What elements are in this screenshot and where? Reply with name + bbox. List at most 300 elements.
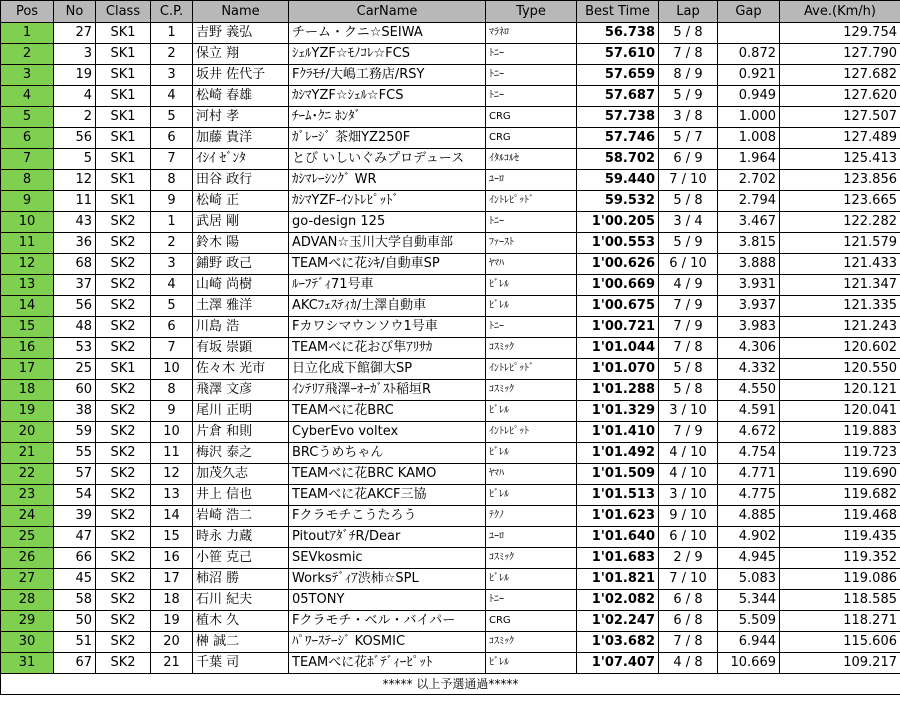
cell-lap: 5 / 8 [659,191,718,212]
cell-ave: 121.579 [780,233,900,254]
cell-lap: 7 / 8 [659,632,718,653]
cell-pos: 15 [1,317,54,338]
header-cp: C.P. [151,1,193,23]
cell-class: SK1 [96,149,151,170]
cell-no: 55 [54,443,96,464]
cell-name: 川島 浩 [193,317,289,338]
cell-cp: 20 [151,632,193,653]
cell-lap: 2 / 9 [659,548,718,569]
cell-class: SK1 [96,23,151,44]
cell-ave: 118.585 [780,590,900,611]
cell-class: SK2 [96,317,151,338]
cell-cp: 6 [151,128,193,149]
cell-name: 鋪野 政己 [193,254,289,275]
cell-gap: 4.591 [718,401,780,422]
cell-carname: TEAMべに花ﾎﾞﾃﾞｨｰﾋﾟｯﾄ [289,653,486,674]
cell-cp: 10 [151,359,193,380]
cell-pos: 1 [1,23,54,44]
cell-lap: 3 / 8 [659,107,718,128]
cell-name: 梅沢 泰之 [193,443,289,464]
cell-carname: go-design 125 [289,212,486,233]
cell-name: 松崎 正 [193,191,289,212]
cell-pos: 3 [1,65,54,86]
cell-lap: 7 / 10 [659,569,718,590]
footer-row [1,674,900,695]
cell-ave: 121.335 [780,296,900,317]
cell-lap: 7 / 9 [659,296,718,317]
header-gap: Gap [718,1,780,23]
cell-no: 57 [54,464,96,485]
cell-carname: SEVkosmic [289,548,486,569]
cell-type: ｲﾝﾄﾚﾋﾟｯﾄ [486,422,577,443]
cell-best-time: 56.738 [577,23,659,44]
cell-cp: 4 [151,86,193,107]
results-body [1,23,900,674]
cell-ave: 119.468 [780,506,900,527]
cell-ave: 120.041 [780,401,900,422]
cell-lap: 4 / 10 [659,464,718,485]
cell-carname: AKCﾌｪｽﾃｨｶ/土澤自動車 [289,296,486,317]
cell-pos: 12 [1,254,54,275]
cell-name: 吉野 義弘 [193,23,289,44]
cell-cp: 2 [151,233,193,254]
cell-best-time: 1'00.205 [577,212,659,233]
cell-pos: 5 [1,107,54,128]
table-row [1,548,900,569]
cell-best-time: 1'01.410 [577,422,659,443]
cell-carname: Fカワシマウンソウ1号車 [289,317,486,338]
cell-gap: 1.000 [718,107,780,128]
cell-gap: 1.964 [718,149,780,170]
cell-name: 松崎 春雄 [193,86,289,107]
cell-gap: 4.754 [718,443,780,464]
cell-ave: 127.682 [780,65,900,86]
cell-name: 千葉 司 [193,653,289,674]
cell-ave: 122.282 [780,212,900,233]
cell-best-time: 1'00.669 [577,275,659,296]
cell-type: ｲﾀﾙｺﾙｾ [486,149,577,170]
cell-best-time: 57.746 [577,128,659,149]
cell-carname: ｼｪﾙYZF☆ﾓﾉｺﾚ☆FCS [289,44,486,65]
cell-cp: 17 [151,569,193,590]
cell-gap: 4.672 [718,422,780,443]
cell-best-time: 1'01.683 [577,548,659,569]
cell-class: SK2 [96,506,151,527]
cell-ave: 129.754 [780,23,900,44]
cell-no: 43 [54,212,96,233]
table-row [1,275,900,296]
cell-name: 植木 久 [193,611,289,632]
cell-lap: 7 / 8 [659,44,718,65]
cell-ave: 121.433 [780,254,900,275]
cell-best-time: 1'01.513 [577,485,659,506]
cell-gap [718,23,780,44]
cell-class: SK1 [96,170,151,191]
table-row [1,485,900,506]
cell-carname: Fクラモチこうたろう [289,506,486,527]
cell-pos: 24 [1,506,54,527]
cell-class: SK2 [96,611,151,632]
cell-pos: 9 [1,191,54,212]
cell-lap: 5 / 7 [659,128,718,149]
header-row [1,1,900,23]
cell-lap: 6 / 9 [659,149,718,170]
cell-best-time: 1'02.082 [577,590,659,611]
cell-gap: 4.775 [718,485,780,506]
cell-ave: 127.489 [780,128,900,149]
table-row [1,422,900,443]
cell-ave: 109.217 [780,653,900,674]
cell-lap: 7 / 8 [659,338,718,359]
header-ave: Ave.(Km/h) [780,1,900,23]
table-row [1,254,900,275]
cell-type: ﾄﾆｰ [486,44,577,65]
cell-pos: 28 [1,590,54,611]
table-row [1,464,900,485]
cell-ave: 125.413 [780,149,900,170]
cell-type: ﾕｰﾛ [486,527,577,548]
cell-ave: 119.723 [780,443,900,464]
cell-best-time: 1'01.044 [577,338,659,359]
table-row [1,443,900,464]
cell-pos: 25 [1,527,54,548]
cell-no: 2 [54,107,96,128]
cell-name: 片倉 和則 [193,422,289,443]
cell-carname: ｶｼﾏﾚｰｼﾝｸﾞ WR [289,170,486,191]
cell-class: SK2 [96,590,151,611]
cell-cp: 3 [151,254,193,275]
cell-name: 河村 孝 [193,107,289,128]
cell-ave: 119.435 [780,527,900,548]
cell-type: CRG [486,611,577,632]
cell-cp: 21 [151,653,193,674]
cell-type: ﾔﾏﾊ [486,254,577,275]
cell-lap: 4 / 8 [659,653,718,674]
cell-pos: 30 [1,632,54,653]
table-row [1,296,900,317]
cell-type: CRG [486,107,577,128]
cell-type: ｲﾝﾄﾚﾋﾟｯﾄﾞ [486,359,577,380]
cell-cp: 1 [151,23,193,44]
cell-gap: 1.008 [718,128,780,149]
cell-gap: 4.902 [718,527,780,548]
cell-gap: 3.888 [718,254,780,275]
cell-gap: 2.702 [718,170,780,191]
cell-ave: 121.243 [780,317,900,338]
cell-name: 有坂 崇顕 [193,338,289,359]
cell-name: 時永 力蔵 [193,527,289,548]
cell-class: SK1 [96,44,151,65]
cell-lap: 5 / 8 [659,23,718,44]
cell-class: SK2 [96,212,151,233]
table-row [1,380,900,401]
cell-best-time: 1'01.492 [577,443,659,464]
cell-carname: 05TONY [289,590,486,611]
cell-pos: 10 [1,212,54,233]
cell-lap: 6 / 8 [659,611,718,632]
cell-name: 岩崎 浩二 [193,506,289,527]
cell-lap: 7 / 9 [659,422,718,443]
cell-cp: 9 [151,191,193,212]
cell-class: SK1 [96,86,151,107]
cell-name: 鈴木 陽 [193,233,289,254]
cell-name: 加茂久志 [193,464,289,485]
cell-cp: 15 [151,527,193,548]
cell-name: 坂井 佐代子 [193,65,289,86]
cell-ave: 115.606 [780,632,900,653]
cell-carname: Worksﾃﾞｨｱ渋柿☆SPL [289,569,486,590]
cell-pos: 11 [1,233,54,254]
cell-cp: 8 [151,170,193,191]
cell-class: SK1 [96,191,151,212]
cell-class: SK2 [96,275,151,296]
cell-pos: 17 [1,359,54,380]
cell-pos: 23 [1,485,54,506]
cell-type: ﾔﾏﾊ [486,464,577,485]
cell-type: ﾋﾞﾚﾙ [486,401,577,422]
cell-lap: 4 / 9 [659,275,718,296]
cell-carname: PitoutｱﾀﾞﾁR/Dear [289,527,486,548]
cell-name: 武居 剛 [193,212,289,233]
cell-carname: TEAMべに花AKCF三協 [289,485,486,506]
cell-cp: 5 [151,296,193,317]
header-type: Type [486,1,577,23]
header-name: Name [193,1,289,23]
cell-carname: ﾊﾟﾜｰｽﾃｰｼﾞ KOSMIC [289,632,486,653]
cell-pos: 7 [1,149,54,170]
cell-carname: CyberEvo voltex [289,422,486,443]
cell-best-time: 1'00.675 [577,296,659,317]
cell-carname: チーム・クニ☆SEIWA [289,23,486,44]
cell-best-time: 57.610 [577,44,659,65]
cell-lap: 9 / 10 [659,506,718,527]
cell-no: 45 [54,569,96,590]
cell-best-time: 59.532 [577,191,659,212]
cell-name: 土澤 雅洋 [193,296,289,317]
cell-no: 37 [54,275,96,296]
cell-class: SK2 [96,527,151,548]
cell-lap: 5 / 8 [659,380,718,401]
cell-type: ｺｽﾐｯｸ [486,338,577,359]
cell-pos: 21 [1,443,54,464]
cell-gap: 5.344 [718,590,780,611]
cell-class: SK2 [96,569,151,590]
cell-class: SK2 [96,464,151,485]
cell-best-time: 1'01.070 [577,359,659,380]
cell-ave: 119.352 [780,548,900,569]
cell-class: SK1 [96,128,151,149]
cell-best-time: 1'01.623 [577,506,659,527]
table-row [1,569,900,590]
cell-best-time: 57.687 [577,86,659,107]
cell-no: 48 [54,317,96,338]
cell-best-time: 1'01.821 [577,569,659,590]
cell-best-time: 58.702 [577,149,659,170]
header-pos: Pos [1,1,54,23]
cell-best-time: 1'00.626 [577,254,659,275]
cell-class: SK2 [96,653,151,674]
table-row [1,107,900,128]
cell-name: 保立 翔 [193,44,289,65]
cell-class: SK2 [96,422,151,443]
cell-no: 54 [54,485,96,506]
table-row [1,590,900,611]
cell-no: 56 [54,128,96,149]
cell-ave: 121.347 [780,275,900,296]
header-lap: Lap [659,1,718,23]
cell-carname: 日立化成下館御大SP [289,359,486,380]
cell-cp: 12 [151,464,193,485]
table-row [1,317,900,338]
cell-gap: 3.467 [718,212,780,233]
cell-gap: 0.921 [718,65,780,86]
cell-ave: 120.550 [780,359,900,380]
table-row [1,128,900,149]
cell-best-time: 1'01.329 [577,401,659,422]
cell-best-time: 1'00.721 [577,317,659,338]
cell-type: ﾃｸﾉ [486,506,577,527]
cell-pos: 19 [1,401,54,422]
cell-gap: 3.983 [718,317,780,338]
cell-best-time: 57.659 [577,65,659,86]
cell-no: 19 [54,65,96,86]
cell-gap: 0.949 [718,86,780,107]
cell-type: ｺｽﾐｯｸ [486,380,577,401]
cell-lap: 6 / 10 [659,254,718,275]
cell-carname: ｶｼﾏYZF-ｲﾝﾄﾚﾋﾟｯﾄﾞ [289,191,486,212]
cell-type: ﾌｧｰｽﾄ [486,233,577,254]
cell-best-time: 1'03.682 [577,632,659,653]
cell-pos: 29 [1,611,54,632]
cell-ave: 118.271 [780,611,900,632]
cell-carname: BRCうめちゃん [289,443,486,464]
cell-cp: 14 [151,506,193,527]
cell-pos: 27 [1,569,54,590]
cell-carname: とび いしいぐみプロデュース [289,149,486,170]
cell-ave: 119.883 [780,422,900,443]
cell-ave: 123.665 [780,191,900,212]
cell-cp: 6 [151,317,193,338]
cell-ave: 120.121 [780,380,900,401]
cell-lap: 7 / 9 [659,317,718,338]
cell-best-time: 1'01.509 [577,464,659,485]
cell-cp: 11 [151,443,193,464]
cell-pos: 31 [1,653,54,674]
table-row [1,401,900,422]
cell-name: 石川 紀夫 [193,590,289,611]
table-row [1,233,900,254]
cell-pos: 16 [1,338,54,359]
cell-class: SK2 [96,254,151,275]
header-carname: CarName [289,1,486,23]
cell-pos: 8 [1,170,54,191]
cell-class: SK2 [96,632,151,653]
table-row [1,632,900,653]
cell-carname: TEAMべに花ｼｷ/自動車SP [289,254,486,275]
cell-pos: 6 [1,128,54,149]
cell-class: SK2 [96,401,151,422]
table-row [1,86,900,107]
cell-gap: 4.550 [718,380,780,401]
table-row [1,506,900,527]
cell-name: 井上 信也 [193,485,289,506]
cell-gap: 2.794 [718,191,780,212]
cell-cp: 7 [151,149,193,170]
cell-pos: 18 [1,380,54,401]
cell-best-time: 1'07.407 [577,653,659,674]
cell-type: ﾏﾗﾈﾛ [486,23,577,44]
cell-class: SK1 [96,107,151,128]
table-row [1,338,900,359]
cell-pos: 22 [1,464,54,485]
cell-ave: 119.690 [780,464,900,485]
cell-pos: 2 [1,44,54,65]
cell-no: 66 [54,548,96,569]
cell-pos: 13 [1,275,54,296]
cell-lap: 5 / 9 [659,233,718,254]
cell-best-time: 1'00.553 [577,233,659,254]
cell-name: 柿沼 勝 [193,569,289,590]
cell-gap: 4.306 [718,338,780,359]
cell-type: ﾄﾆｰ [486,212,577,233]
cell-no: 3 [54,44,96,65]
cell-no: 11 [54,191,96,212]
cell-type: ｺｽﾐｯｸ [486,632,577,653]
table-row [1,212,900,233]
cell-cp: 1 [151,212,193,233]
cell-carname: ﾙｰﾌﾃﾞｨ71号車 [289,275,486,296]
cell-best-time: 1'01.288 [577,380,659,401]
cell-pos: 14 [1,296,54,317]
cell-cp: 2 [151,44,193,65]
table-row [1,191,900,212]
cell-gap: 3.937 [718,296,780,317]
cell-no: 5 [54,149,96,170]
cell-cp: 10 [151,422,193,443]
cell-no: 47 [54,527,96,548]
cell-type: ﾋﾞﾚﾙ [486,443,577,464]
cell-no: 25 [54,359,96,380]
cell-no: 38 [54,401,96,422]
cell-type: ﾋﾞﾚﾙ [486,275,577,296]
cell-no: 60 [54,380,96,401]
cell-gap: 5.509 [718,611,780,632]
table-row [1,23,900,44]
qualifying-note: ***** 以上予選通過***** [1,674,900,695]
cell-ave: 127.790 [780,44,900,65]
cell-carname: ｲﾝﾃﾘｱ飛澤ｰｵｰｶﾞｽﾄ稲垣R [289,380,486,401]
cell-cp: 18 [151,590,193,611]
cell-gap: 5.083 [718,569,780,590]
cell-type: ﾄﾆｰ [486,590,577,611]
table-row [1,44,900,65]
cell-no: 50 [54,611,96,632]
cell-lap: 6 / 8 [659,590,718,611]
cell-lap: 7 / 10 [659,170,718,191]
cell-no: 12 [54,170,96,191]
cell-cp: 5 [151,107,193,128]
cell-name: 榊 誠二 [193,632,289,653]
cell-gap: 4.945 [718,548,780,569]
cell-carname: TEAMべに花BRC [289,401,486,422]
cell-class: SK2 [96,443,151,464]
cell-carname: TEAMべに花BRC KAMO [289,464,486,485]
cell-type: ｲﾝﾄﾚﾋﾟｯﾄﾞ [486,191,577,212]
table-row [1,359,900,380]
cell-class: SK2 [96,296,151,317]
table-row [1,149,900,170]
cell-class: SK1 [96,65,151,86]
